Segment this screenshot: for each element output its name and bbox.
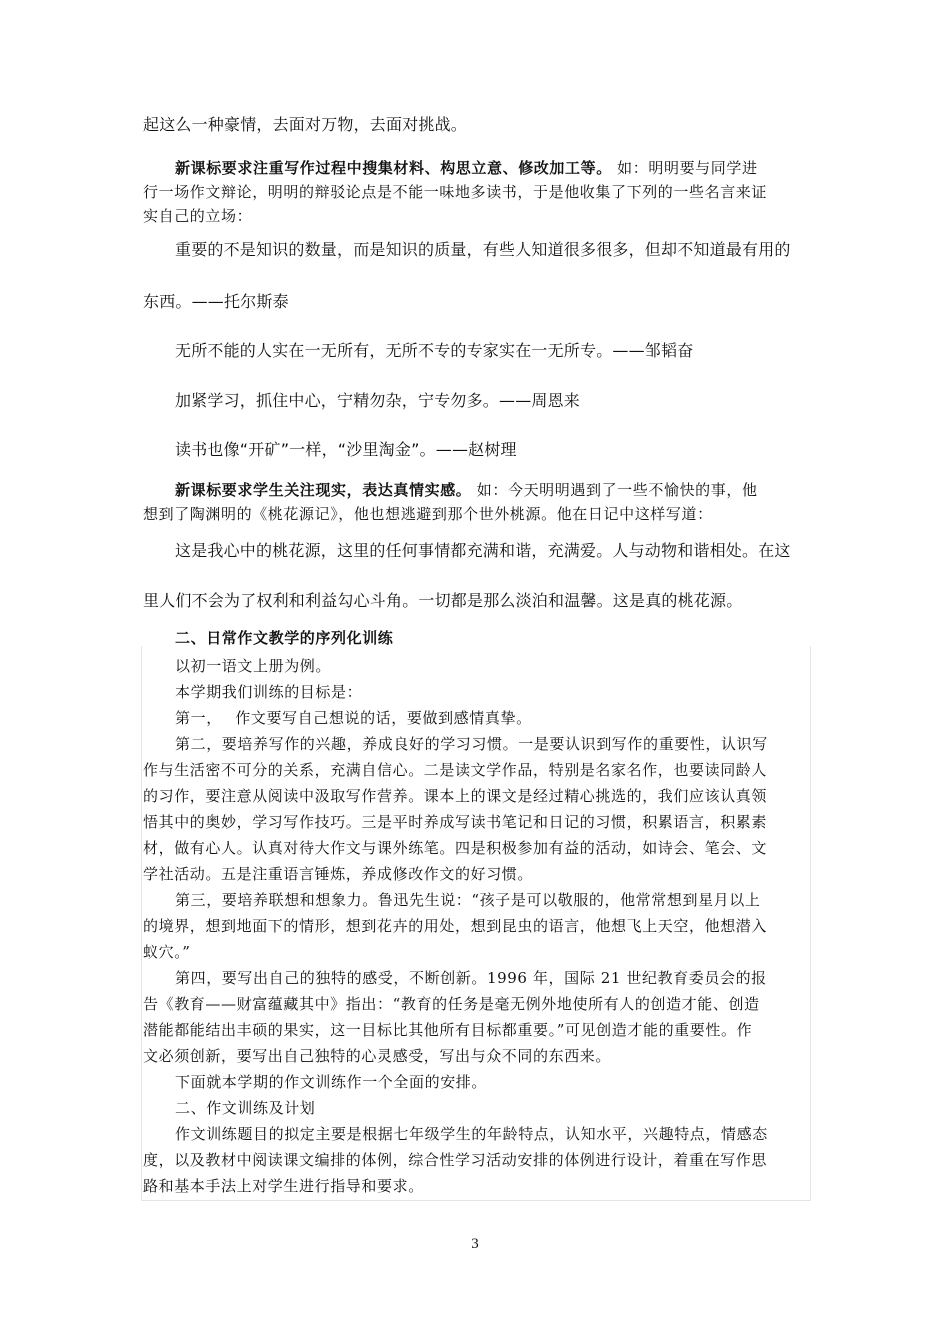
section-heading: 二、日常作文教学的序列化训练 [175,629,394,647]
quote-line: 无所不能的人实在一无所有，无所不专的专家实在一无所专。——邹韬奋 [175,341,694,360]
body-line: 以初一语文上册为例。 [175,657,332,675]
body-line: 的境界，想到地面下的情形，想到花卉的用处，想到昆虫的语言，他想飞上天空，他想潜入 [143,917,768,935]
quote-line: 加紧学习，抓住中心，宁精勿杂，宁专勿多。——周恩来 [175,391,581,410]
paragraph-line: 行一场作文辩论，明明的辩驳论点是不能一味地多读书，于是他收集了下列的一些名言来证 [143,183,768,201]
paragraph-text: 如：明明要与同学进 [611,159,758,177]
quote-line: 东西。——托尔斯泰 [143,292,289,311]
paragraph-text: 如：今天明明遇到了一些不愉快的事，他 [471,481,758,499]
bold-lead: 新课标要求注重写作过程中搜集材料、构思立意、修改加工等。 [175,159,612,177]
diary-line: 这是我心中的桃花源，这里的任何事情都充满和谐，充满爱。人与动物和谐相处。在这 [175,541,791,560]
paragraph-line [175,157,845,178]
body-line: 材，做有心人。认真对待大作文与课外练笔。四是积极参加有益的活动，如诗会、笔会、文 [143,839,768,857]
body-line: 第四，要写出自己的独特的感受，不断创新。1996 年，国际 21 世纪教育委员会的报 [175,969,767,987]
body-line: 二、作文训练及计划 [175,1099,316,1117]
body-line: 第三，要培养联想和想象力。鲁迅先生说：“孩子是可以敬服的，他常常想到星月以上 [175,891,761,909]
paragraph-line: 实自己的立场： [143,207,253,225]
body-line: 悟其中的奥妙，学习写作技巧。三是平时养成写读书笔记和日记的习惯，积累语言，积累素 [143,813,768,831]
body-line: 路和基本手法上对学生进行指导和要求。 [143,1177,424,1195]
body-line: 度，以及教材中阅读课文编排的体例，综合性学习活动安排的体例进行设计，着重在写作思 [143,1151,768,1169]
diary-line: 里人们不会为了权利和利益勾心斗角。一切都是那么淡泊和温馨。这是真的桃花源。 [143,591,743,610]
body-line: 第二，要培养写作的兴趣，养成良好的学习习惯。一是要认识到写作的重要性，认识写 [175,735,768,753]
page-number: 3 [471,1236,479,1252]
bold-lead: 新课标要求学生关注现实，表达真情实感。 [175,481,472,499]
quote-line: 重要的不是知识的数量，而是知识的质量，有些人知道很多很多，但却不知道最有用的 [175,240,791,259]
body-line: 作文训练题目的拟定主要是根据七年级学生的年龄特点，认知水平，兴趣特点，情感态 [175,1125,768,1143]
body-line: 蚁穴。” [143,943,191,961]
body-line: 告《教育——财富蕴藏其中》指出：“教育的任务是毫无例外地使所有人的创造才能、创造 [143,995,760,1013]
body-line: 下面就本学期的作文训练作一个全面的安排。 [175,1073,488,1091]
body-line: 学社活动。五是注重语言锤炼，养成修改作文的好习惯。 [143,865,534,883]
body-line: 第一， 作文要写自己想说的话，要做到感情真挚。 [175,709,532,727]
paragraph-line [175,479,845,500]
body-line: 作与生活密不可分的关系，充满自信心。二是读文学作品，特别是名家名作，也要读同龄人 [143,761,768,779]
body-line: 的习作，要注意从阅读中汲取写作营养。课本上的课文是经过精心挑选的，我们应该认真领 [143,787,768,805]
body-line: 文必须创新，要写出自己独特的心灵感受，写出与众不同的东西来。 [143,1047,612,1065]
paragraph-line: 想到了陶渊明的《桃花源记》，他也想逃避到那个世外桃源。他在日记中这样写道： [143,505,713,523]
quote-line: 读书也像“开矿”一样，“沙里淘金”。——赵树理 [175,440,517,459]
body-line: 本学期我们训练的目标是： [175,683,363,701]
body-line: 潜能都能结出丰硕的果实，这一目标比其他所有目标都重要。”可见创造才能的重要性。作 [143,1021,753,1039]
paragraph-line: 起这么一种豪情，去面对万物，去面对挑战。 [143,115,468,134]
